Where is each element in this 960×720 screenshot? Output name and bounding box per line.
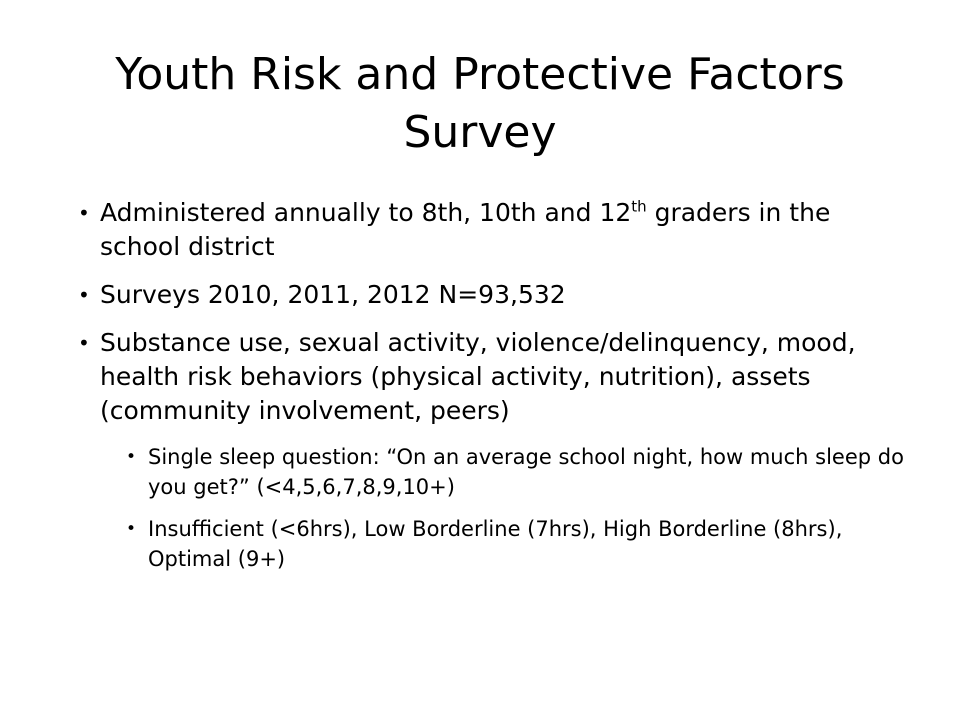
sub-bullet-sleep-question xyxy=(126,442,918,502)
bullet-dot-icon: • xyxy=(78,283,90,307)
bullet-superscript: th xyxy=(631,197,647,216)
sub-bullet-text: Insufficient (<6hrs), Low Borderline (7hrs), High Borderline (8hrs), Optimal (9+) xyxy=(148,517,843,571)
bullet-text: Surveys 2010, 2011, 2012 N=93,532 xyxy=(100,280,566,309)
bullet-administered xyxy=(78,196,918,264)
bullet-dot-icon: • xyxy=(78,331,90,355)
bullet-text: Substance use, sexual activity, violence/delinquency, mood, health risk behaviors (physical activity, nutrition), assets (community involvement, peers) xyxy=(100,328,856,425)
sub-bullet-list xyxy=(78,442,918,574)
slide-title: Youth Risk and Protective Factors Survey xyxy=(115,49,845,158)
bullet-text-before: Administered annually to 8th, 10th and 12 xyxy=(100,198,632,227)
bullet-list xyxy=(78,196,918,586)
bullet-dot-icon: • xyxy=(78,201,90,225)
sub-bullet-text: Single sleep question: “On an average school night, how much sleep do you get?” (<4,5,6,7,8,9,10+) xyxy=(148,445,904,499)
bullet-text-after: graders in the school district xyxy=(100,198,831,261)
sub-bullet-dot-icon: • xyxy=(126,447,137,467)
sub-bullet-dot-icon: • xyxy=(126,519,137,539)
bullet-surveys xyxy=(78,278,918,312)
bullet-topics xyxy=(78,326,918,428)
sub-bullet-sleep-categories xyxy=(126,514,918,574)
